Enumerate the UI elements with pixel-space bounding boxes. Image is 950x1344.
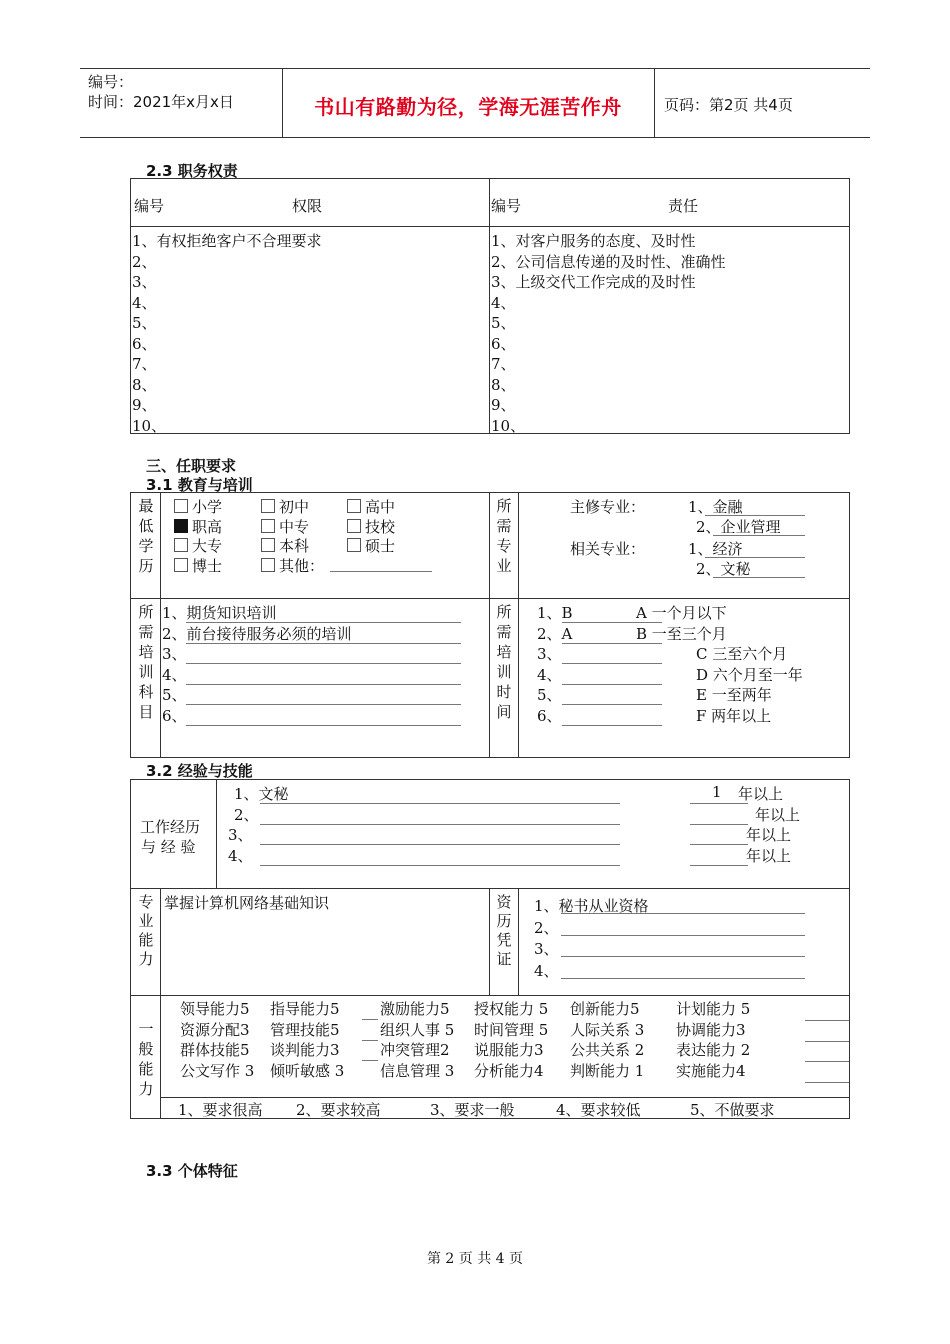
rights-row: 5、 xyxy=(132,314,157,332)
skill-text: 掌握计算机网络基础知识 xyxy=(164,894,330,912)
ability-item: 表达能力 2 xyxy=(676,1041,751,1059)
ability-item: 人际关系 3 xyxy=(570,1020,645,1039)
label-char: 业 xyxy=(496,557,512,575)
table-divider xyxy=(130,995,850,996)
checkbox-icon[interactable] xyxy=(174,499,188,513)
label-char: 能 xyxy=(138,1060,154,1078)
legend-item: 3、要求一般 xyxy=(430,1101,515,1119)
duties-row: 10、 xyxy=(491,416,526,435)
subsection-title: 3.1 教育与培训 xyxy=(146,476,253,494)
duties-row: 1、对客户服务的态度、及时性 xyxy=(491,232,696,250)
edu-option-label: 初中 xyxy=(279,498,310,516)
experience-label: 工作经历 xyxy=(140,818,201,836)
label-char: 般 xyxy=(138,1040,154,1058)
training-time-option: A 一个月以下 xyxy=(636,604,727,622)
legend-item: 1、要求很高 xyxy=(178,1101,263,1119)
ability-item: 群体技能5 xyxy=(180,1041,250,1059)
fill-underline xyxy=(562,666,662,685)
training-time-item: 2、A xyxy=(537,624,573,643)
label-char: 证 xyxy=(496,950,512,968)
ability-item: 协调能力3 xyxy=(676,1020,746,1039)
duties-row: 8、 xyxy=(491,375,516,394)
year-suffix: 年以上 xyxy=(746,826,792,844)
edu-option-label: 高中 xyxy=(365,498,396,516)
checkbox-icon[interactable] xyxy=(174,538,188,552)
duties-row: 6、 xyxy=(491,334,516,353)
rights-row: 10、 xyxy=(132,416,167,435)
table-divider xyxy=(489,178,490,434)
year-suffix: 年以上 xyxy=(755,805,801,824)
table-divider xyxy=(518,492,519,758)
fill-underline xyxy=(260,785,620,804)
training-item: 5、 xyxy=(162,686,187,704)
ability-item: 资源分配3 xyxy=(180,1020,250,1039)
training-time-option: B 一至三个月 xyxy=(636,624,727,643)
checkbox-icon[interactable] xyxy=(261,499,275,513)
section-title: 三、任职要求 xyxy=(146,457,237,475)
ability-item: 授权能力 5 xyxy=(474,1000,549,1018)
edu-option-label: 博士 xyxy=(192,556,223,575)
fill-underline xyxy=(562,686,662,705)
edu-option-label: 职高 xyxy=(192,517,223,536)
ability-item: 指导能力5 xyxy=(270,1000,340,1018)
fill-underline xyxy=(562,645,662,664)
major-value: 1、金融 xyxy=(688,498,743,516)
ability-item: 创新能力5 xyxy=(570,1000,640,1018)
label-char: 学 xyxy=(138,537,154,555)
cert-item: 1、秘书从业资格 xyxy=(534,897,649,915)
legend-item: 2、要求较高 xyxy=(296,1101,381,1119)
fill-underline xyxy=(260,826,620,845)
training-item: 2、前台接待服务必须的培训 xyxy=(162,624,352,643)
ability-item: 冲突管理2 xyxy=(380,1041,450,1059)
doc-time: 时间：2021年x月x日 xyxy=(88,93,234,111)
label-char: 训 xyxy=(496,663,512,681)
fill-underline xyxy=(713,559,805,578)
edu-option[interactable] xyxy=(347,516,395,537)
doc-number: 编号： xyxy=(88,73,134,91)
table-divider xyxy=(160,492,161,758)
table-divider xyxy=(130,226,850,227)
column-header: 编号 xyxy=(491,197,522,215)
major-main-label: 主修专业： xyxy=(570,498,646,516)
page-number: 页码：第2页 共4页 xyxy=(664,96,793,114)
section-title: 2.3 职务权责 xyxy=(146,162,238,180)
table-divider xyxy=(130,888,850,889)
fill-underline xyxy=(805,1064,849,1083)
duties-table xyxy=(130,178,850,434)
label-char: 能 xyxy=(138,931,154,949)
ability-item: 公共关系 2 xyxy=(570,1041,645,1059)
training-time-option: C 三至六个月 xyxy=(696,645,788,663)
year-suffix: 年以上 xyxy=(738,785,784,803)
label-char: 专 xyxy=(496,537,512,555)
label-char: 历 xyxy=(138,557,154,575)
header-divider xyxy=(654,69,655,137)
ability-item: 领导能力5 xyxy=(180,1000,250,1018)
fill-underline xyxy=(561,895,805,914)
edu-option[interactable] xyxy=(261,496,309,517)
duties-row: 9、 xyxy=(491,396,516,414)
fill-underline xyxy=(713,517,805,536)
duties-row: 7、 xyxy=(491,355,516,373)
ability-item: 公文写作 3 xyxy=(180,1061,255,1080)
ability-item: 信息管理 3 xyxy=(380,1061,455,1080)
edu-option-label: 中专 xyxy=(279,517,310,536)
label-char: 资 xyxy=(496,893,512,911)
label-char: 时 xyxy=(496,683,512,701)
ability-item: 倾听敏感 3 xyxy=(270,1061,345,1080)
legend-item: 5、不做要求 xyxy=(690,1101,775,1119)
column-header: 权限 xyxy=(292,197,323,215)
training-item: 6、 xyxy=(162,706,187,725)
edu-option[interactable] xyxy=(174,516,222,537)
label-char: 所 xyxy=(496,603,512,621)
experience-item: 3、 xyxy=(228,826,253,844)
fill-underline xyxy=(690,847,748,866)
fill-underline xyxy=(705,497,805,516)
ability-item: 实施能力4 xyxy=(676,1061,746,1080)
table-divider xyxy=(489,492,490,758)
fill-underline xyxy=(260,806,620,825)
fill-underline xyxy=(362,1022,378,1041)
edu-option[interactable] xyxy=(174,535,222,556)
rights-row: 8、 xyxy=(132,375,157,394)
header-motto: 书山有路勤为径，学海无涯苦作舟 xyxy=(314,95,622,119)
checkbox-icon[interactable] xyxy=(347,538,361,552)
rights-row: 3、 xyxy=(132,273,157,291)
training-item: 3、 xyxy=(162,645,187,663)
training-time-item: 3、 xyxy=(537,645,562,663)
label-char: 需 xyxy=(496,623,512,641)
checkbox-icon[interactable] xyxy=(261,558,275,572)
duties-row: 2、公司信息传递的及时性、准确性 xyxy=(491,252,726,271)
ability-item: 说服能力3 xyxy=(474,1041,544,1059)
label-char: 培 xyxy=(138,643,154,661)
ability-item: 谈判能力3 xyxy=(270,1041,340,1059)
fill-underline xyxy=(362,1001,378,1020)
edu-option[interactable] xyxy=(174,496,222,517)
edu-option-label: 硕士 xyxy=(365,537,396,555)
fill-underline xyxy=(690,806,748,825)
rights-row: 2、 xyxy=(132,252,157,271)
fill-underline xyxy=(805,1002,849,1021)
edu-option-label: 本科 xyxy=(279,537,310,555)
label-char: 需 xyxy=(496,517,512,535)
checkbox-icon[interactable] xyxy=(174,558,188,572)
edu-option-label: 技校 xyxy=(365,517,396,536)
experience-item: 4、 xyxy=(228,846,253,865)
training-time-option: E 一至两年 xyxy=(696,686,772,704)
table-divider xyxy=(518,888,519,995)
fill-underline xyxy=(561,960,805,979)
edu-option[interactable] xyxy=(261,535,309,556)
fill-underline xyxy=(186,666,461,685)
subsection-title: 3.3 个体特征 xyxy=(146,1162,238,1180)
label-char: 所 xyxy=(138,603,154,621)
edu-option[interactable] xyxy=(261,516,309,537)
ability-item: 时间管理 5 xyxy=(474,1020,549,1039)
fill-underline xyxy=(561,938,805,957)
fill-underline xyxy=(186,686,461,705)
page-footer: 第 2 页 共 4 页 xyxy=(426,1251,524,1267)
ability-item: 分析能力4 xyxy=(474,1061,544,1080)
label-char: 培 xyxy=(496,643,512,661)
training-item: 1、期货知识培训 xyxy=(162,604,277,622)
fill-underline xyxy=(705,539,805,558)
edu-option[interactable] xyxy=(261,555,324,576)
other-underline xyxy=(330,553,432,572)
label-char: 训 xyxy=(138,663,154,681)
training-time-option: D 六个月至一年 xyxy=(696,665,803,684)
column-header: 编号 xyxy=(134,197,165,215)
edu-option[interactable] xyxy=(174,555,222,576)
fill-underline xyxy=(561,917,805,936)
fill-underline xyxy=(690,826,748,845)
fill-underline xyxy=(362,1042,378,1061)
label-char: 力 xyxy=(138,1080,154,1098)
cert-item: 4、 xyxy=(534,961,559,980)
major-value: 1、经济 xyxy=(688,540,743,558)
table-divider xyxy=(160,888,161,1119)
ability-item: 激励能力5 xyxy=(380,1000,450,1018)
fill-underline xyxy=(260,847,620,866)
label-char: 历 xyxy=(496,912,512,930)
fill-underline xyxy=(805,1043,849,1062)
page-header xyxy=(80,68,870,138)
experience-label: 与 经 验 xyxy=(141,838,196,856)
label-char: 低 xyxy=(138,517,154,535)
edu-option-label: 小学 xyxy=(192,498,223,516)
checkbox-icon[interactable] xyxy=(261,538,275,552)
rights-row: 6、 xyxy=(132,334,157,353)
column-header: 责任 xyxy=(668,197,699,215)
cert-item: 2、 xyxy=(534,918,559,937)
edu-option-label: 其他： xyxy=(279,556,325,575)
major-value: 2、文秘 xyxy=(696,560,751,578)
duties-row: 3、上级交代工作完成的及时性 xyxy=(491,273,696,291)
major-related-label: 相关专业： xyxy=(570,540,646,558)
rights-row: 4、 xyxy=(132,293,157,312)
cert-item: 3、 xyxy=(534,940,559,958)
label-char: 最 xyxy=(138,497,154,515)
training-time-item: 4、 xyxy=(537,665,562,684)
label-char: 业 xyxy=(138,912,154,930)
fill-underline xyxy=(805,1023,849,1042)
subsection-title: 3.2 经验与技能 xyxy=(146,762,253,780)
table-divider xyxy=(216,779,217,888)
checkbox-icon[interactable] xyxy=(347,499,361,513)
edu-option[interactable] xyxy=(347,496,395,517)
rights-row: 9、 xyxy=(132,396,157,414)
duties-row: 4、 xyxy=(491,293,516,312)
ability-item: 组织人事 5 xyxy=(380,1020,455,1039)
table-divider xyxy=(130,598,850,599)
rights-row: 7、 xyxy=(132,355,157,373)
training-time-item: 5、 xyxy=(537,686,562,704)
label-char: 力 xyxy=(138,950,154,968)
rights-row: 1、有权拒绝客户不合理要求 xyxy=(132,232,322,250)
ability-item: 判断能力 1 xyxy=(570,1061,645,1080)
ability-item: 管理技能5 xyxy=(270,1020,340,1039)
major-value: 2、企业管理 xyxy=(696,518,781,536)
training-time-item: 6、 xyxy=(537,706,562,725)
fill-underline xyxy=(186,604,461,623)
fill-underline xyxy=(186,707,461,726)
label-char: 目 xyxy=(138,703,154,721)
table-divider xyxy=(160,1097,850,1098)
duties-row: 5、 xyxy=(491,314,516,332)
legend-item: 4、要求较低 xyxy=(556,1101,641,1119)
label-char: 科 xyxy=(138,683,154,701)
checkbox-icon[interactable] xyxy=(261,519,275,533)
fill-underline xyxy=(562,707,662,726)
experience-item: 1、文秘 xyxy=(234,785,289,803)
label-char: 所 xyxy=(496,497,512,515)
experience-years: 1 xyxy=(712,783,722,801)
fill-underline xyxy=(186,625,461,644)
table-divider xyxy=(489,888,490,995)
edu-option-label: 大专 xyxy=(192,537,223,555)
training-item: 4、 xyxy=(162,665,187,684)
training-time-option: F 两年以上 xyxy=(696,706,772,725)
year-suffix: 年以上 xyxy=(746,846,792,865)
fill-underline xyxy=(186,645,461,664)
label-char: 间 xyxy=(496,703,512,721)
checkbox-checked-icon[interactable] xyxy=(174,519,188,533)
ability-item: 计划能力 5 xyxy=(676,1000,751,1018)
experience-item: 2、 xyxy=(234,805,259,824)
checkbox-icon[interactable] xyxy=(347,519,361,533)
label-char: 需 xyxy=(138,623,154,641)
label-char: 专 xyxy=(138,893,154,911)
label-char: 一 xyxy=(138,1020,154,1038)
training-time-item: 1、B xyxy=(537,604,573,622)
label-char: 凭 xyxy=(496,931,512,949)
